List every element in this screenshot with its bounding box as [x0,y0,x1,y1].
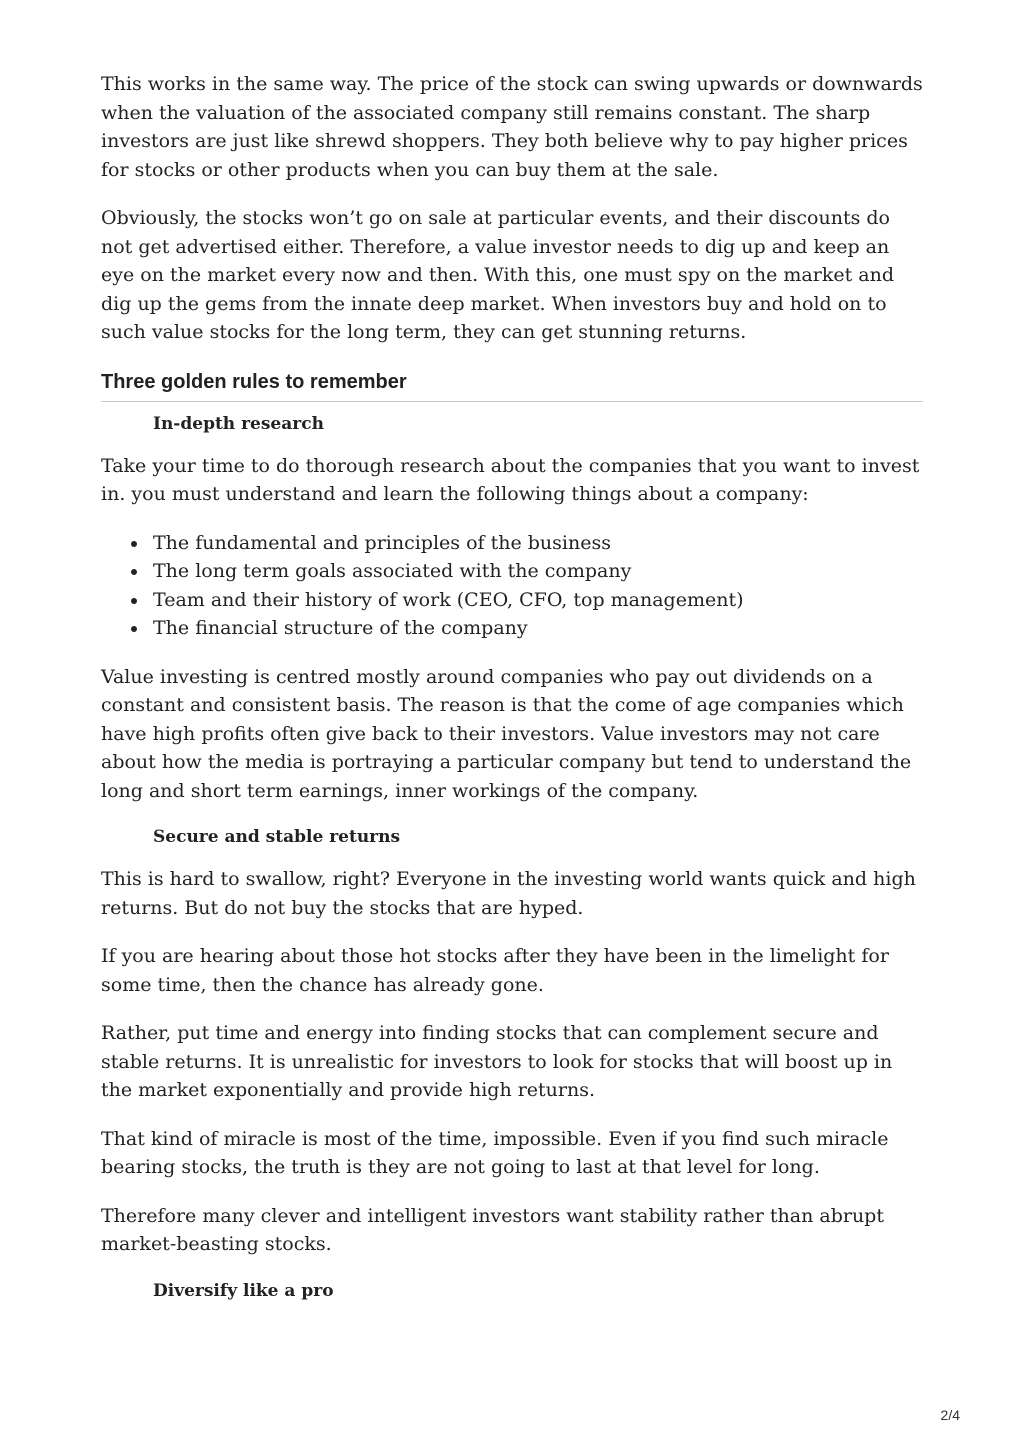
list-item-text: The long term goals associated with the company [153,560,632,582]
paragraph: This works in the same way. The price of the stock can swing upwards or downwards when the valuation of the associated company still remains constant. The sharp investors are just like shrewd shoppers. They both believe why to pay higher prices for stocks or other products when you can buy them at the sale. [101,73,923,181]
paragraph: If you are hearing about those hot stocks after they have been in the limelight for some time, then the chance has already gone. [101,945,889,996]
bullet-icon [131,541,137,547]
list-item-text: Team and their history of work (CEO, CFO, top management) [153,588,744,611]
bullet-icon [131,598,137,604]
paragraph: Therefore many clever and intelligent investors want stability rather than abrupt market-beasting stocks. [101,1204,884,1255]
list-item [101,529,923,558]
page-number: 2/4 [940,1407,960,1423]
list-item [101,614,923,643]
paragraph: This is hard to swallow, right? Everyone in the investing world wants quick and high returns. But do not buy the stocks that are hyped. [101,868,916,919]
bullet-list [101,529,923,643]
paragraph: Value investing is centred mostly around companies who pay out dividends on a constant and consistent basis. The reason is that the come of age companies which have high profits often give back to their investors. Value investors may not care about how the media is portraying a particular company but tend to understand the long and short term earnings, inner workings of the company. [101,665,912,802]
rule-title-diversify: Diversify like a pro [153,1280,334,1301]
paragraph: That kind of miracle is most of the time, impossible. Even if you find such miracle bearing stocks, the truth is they are not going to last at that level for long. [101,1127,889,1178]
list-item-text: The fundamental and principles of the business [153,531,611,554]
list-item [101,586,923,615]
article-body [101,70,923,1319]
paragraph: Obviously, the stocks won’t go on sale at particular events, and their discounts do not get advertised either. Therefore, a value investor needs to dig up and keep an eye on the market every now and then. With this, one must spy on the market and dig up the gems from the innate deep market. When investors buy and hold on to such value stocks for the long term, they can get stunning returns. [101,207,894,343]
bullet-icon [131,626,137,632]
section-heading: Three golden rules to remember [101,367,923,402]
bullet-icon [131,569,137,575]
list-item [101,557,923,586]
paragraph: Take your time to do thorough research about the companies that you want to invest in. you must understand and learn the following things about a company: [101,454,920,505]
list-item-text: The financial structure of the company [153,617,528,639]
rule-title-research: In-depth research [153,413,324,434]
rule-title-returns: Secure and stable returns [153,827,401,847]
paragraph: Rather, put time and energy into finding stocks that can complement secure and stable returns. It is unrealistic for investors to look for stocks that will boost up in the market exponentially and provide high returns. [101,1022,893,1101]
